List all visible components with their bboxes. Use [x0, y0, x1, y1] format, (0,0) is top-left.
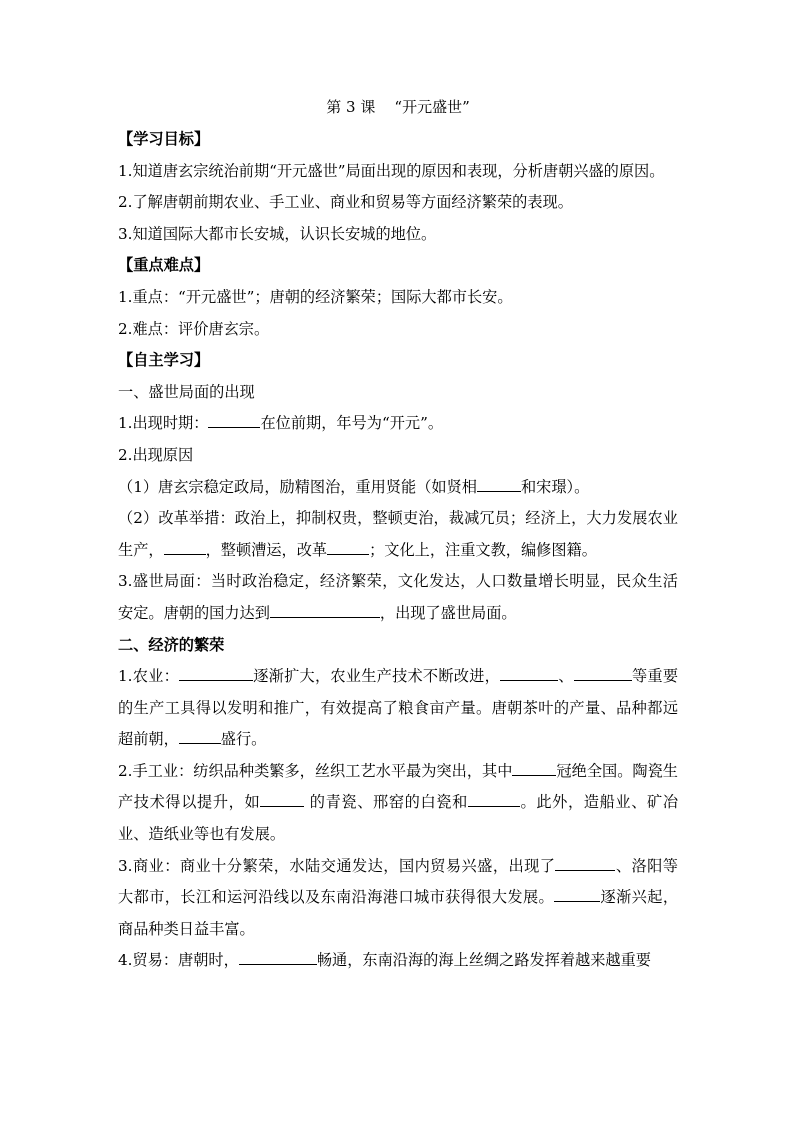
section-heading-goals: 【学习目标】: [118, 130, 210, 148]
paragraph: 3.盛世局面：当时政治稳定，经济繁荣，文化发达，人口数量增长明显，民众生活安定。唐朝的国力达到 ，出现了盛世局面。: [118, 572, 678, 622]
fill-blank[interactable]: [468, 805, 520, 807]
paragraph: 2.手工业：纺织品种类繁多，丝织工艺水平最为突出，其中 冠绝全国。陶瓷生产技术得以提升，如 的青瓷、邢窑的白瓷和 。此外，造船业、矿冶业、造纸业等也有发展。: [118, 761, 679, 844]
fill-blank[interactable]: [164, 553, 206, 555]
fill-blank[interactable]: [239, 963, 317, 965]
fill-blank[interactable]: [574, 679, 632, 681]
section-heading-key-points: 【重点难点】: [118, 256, 210, 275]
fill-blank[interactable]: [179, 679, 253, 681]
paragraph: （2）改革举措：政治上，抑制权贵，整顿吏治，裁减冗员；经济上，大力发展农业生产， ，整顿漕运，改革 ；文化上，注重文教，编修图籍。: [118, 509, 678, 559]
fill-blank[interactable]: [500, 679, 558, 681]
key-point-item: 2.难点：评价唐玄宗。: [118, 319, 270, 338]
paragraph: 1.农业： 逐渐扩大，农业生产技术不断改进， 、 等重要的生产工具得以发明和推广，有效提高了粮食亩产量。唐朝茶叶的产量、品种都远超前朝， 盛行。: [118, 667, 679, 749]
fill-blank[interactable]: [270, 616, 380, 618]
fill-blank[interactable]: [208, 426, 260, 428]
paragraph: 4.贸易：唐朝时， 畅通，东南沿海的海上丝绸之路发挥着越来越重要: [118, 951, 651, 970]
goal-item: 2.了解唐朝前期农业、手工业、商业和贸易等方面经济繁荣的表现。: [118, 193, 573, 212]
fill-blank[interactable]: [554, 900, 600, 902]
lesson-title: 第 3 课 “开元盛世”: [326, 98, 470, 116]
fill-blank[interactable]: [327, 553, 369, 555]
key-point-item: 1.重点：“开元盛世”；唐朝的经济繁荣；国际大都市长安。: [118, 287, 513, 306]
subsection-heading: 一、盛世局面的出现: [118, 382, 255, 401]
document-page: [118, 96, 678, 977]
paragraph: 1.出现时期： 在位前期，年号为“开元”。: [118, 414, 444, 433]
paragraph: （1）唐玄宗稳定政局，励精图治，重用贤能（如贤相 和宋璟）。: [118, 477, 590, 496]
goal-item: 3.知道国际大都市长安城，认识长安城的地位。: [118, 224, 437, 243]
goal-item: 1.知道唐玄宗统治前期“开元盛世”局面出现的原因和表现，分析唐朝兴盛的原因。: [118, 161, 665, 180]
fill-blank[interactable]: [512, 774, 556, 776]
fill-blank[interactable]: [555, 869, 615, 871]
paragraph: 3.商业：商业十分繁荣，水陆交通发达，国内贸易兴盛，出现了 、洛阳等大都市，长江和运河沿线以及东南沿海港口城市获得很大发展。 逐渐兴起，商品种类日益丰富。: [118, 856, 679, 938]
fill-blank[interactable]: [179, 742, 221, 744]
subsection-heading-economy: 二、经济的繁荣: [118, 635, 225, 654]
section-heading-self-study: 【自主学习】: [118, 351, 210, 370]
paragraph: 2.出现原因: [118, 445, 194, 464]
fill-blank[interactable]: [477, 490, 521, 492]
fill-blank[interactable]: [260, 805, 304, 807]
